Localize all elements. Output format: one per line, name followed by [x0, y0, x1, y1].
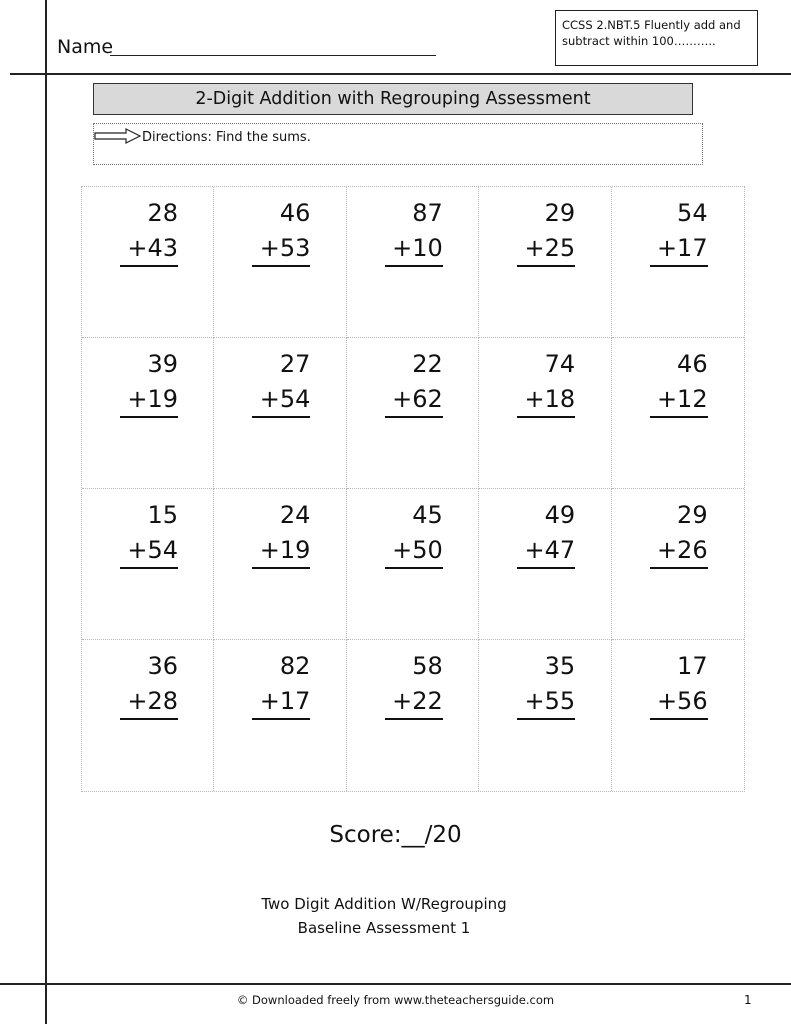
addend-top: 87 — [412, 199, 443, 227]
addend-bottom: +43 — [120, 231, 178, 267]
addend-bottom: +53 — [252, 231, 310, 267]
margin-line-vertical — [45, 0, 47, 1024]
problem-cell — [479, 640, 611, 791]
addend-bottom: +54 — [120, 533, 178, 569]
addend-top: 27 — [279, 350, 311, 378]
addend-bottom: +19 — [252, 533, 310, 569]
addend-top: 24 — [279, 501, 311, 529]
addend-bottom: +17 — [650, 231, 708, 267]
header-divider — [10, 73, 791, 75]
problem-cell — [612, 187, 744, 338]
problem-cell — [214, 338, 346, 489]
problem-cell — [347, 640, 479, 791]
problem-cell — [82, 187, 214, 338]
addend-bottom: +50 — [385, 533, 443, 569]
directions-text: Directions: Find the sums. — [142, 130, 311, 145]
problem-cell — [612, 640, 744, 791]
addend-top: 46 — [677, 350, 708, 378]
addend-top: 36 — [147, 652, 178, 680]
problem-cell — [214, 187, 346, 338]
arrow-right-icon — [94, 128, 142, 144]
addend-bottom: +12 — [650, 382, 708, 418]
addend-bottom: +54 — [252, 382, 310, 418]
problem-grid — [81, 186, 745, 792]
problem-cell — [347, 489, 479, 640]
name-label: Name — [57, 36, 114, 58]
directions-box — [93, 123, 703, 165]
problem-cell — [347, 338, 479, 489]
addend-bottom: +10 — [385, 231, 443, 267]
addend-top: 28 — [147, 199, 178, 227]
problem-cell — [82, 489, 214, 640]
addend-top: 15 — [147, 501, 178, 529]
addend-top: 46 — [279, 199, 311, 227]
addend-bottom: +55 — [517, 684, 575, 720]
addend-top: 45 — [412, 501, 443, 529]
subtitle-line-1: Two Digit Addition W/Regrouping — [261, 895, 507, 913]
subtitle-line-2: Baseline Assessment 1 — [297, 919, 471, 937]
addend-top: 17 — [677, 652, 708, 680]
addend-bottom: +62 — [385, 382, 443, 418]
problem-cell — [479, 489, 611, 640]
addend-top: 74 — [544, 350, 576, 378]
addend-bottom: +56 — [650, 684, 708, 720]
problem-cell — [82, 640, 214, 791]
addend-top: 49 — [544, 501, 576, 529]
problem-cell — [479, 338, 611, 489]
addend-top: 54 — [677, 199, 708, 227]
addend-top: 22 — [412, 350, 443, 378]
addend-top: 82 — [279, 652, 311, 680]
score-line: Score:__/20 — [329, 822, 462, 848]
problem-cell — [612, 489, 744, 640]
problem-cell — [214, 489, 346, 640]
addend-top: 58 — [412, 652, 443, 680]
addend-top: 29 — [677, 501, 708, 529]
addend-bottom: +28 — [120, 684, 178, 720]
page-number: 1 — [744, 993, 752, 1007]
page-title: 2-Digit Addition with Regrouping Assessment — [93, 83, 693, 115]
problem-cell — [214, 640, 346, 791]
credit-text: © Downloaded freely from www.theteachersguide.com — [236, 993, 555, 1007]
worksheet-subtitle — [0, 892, 768, 940]
addend-top: 35 — [544, 652, 576, 680]
addend-top: 29 — [544, 199, 576, 227]
addend-top: 39 — [147, 350, 178, 378]
addend-bottom: +25 — [517, 231, 575, 267]
addend-bottom: +18 — [517, 382, 575, 418]
addend-bottom: +19 — [120, 382, 178, 418]
problem-cell — [347, 187, 479, 338]
addend-bottom: +26 — [650, 533, 708, 569]
problem-cell — [479, 187, 611, 338]
name-line — [110, 55, 436, 56]
standard-box: CCSS 2.NBT.5 Fluently add and subtract within 100……….. — [555, 10, 758, 66]
problem-cell — [82, 338, 214, 489]
addend-bottom: +47 — [517, 533, 575, 569]
problem-cell — [612, 338, 744, 489]
addend-bottom: +22 — [385, 684, 443, 720]
footer-divider — [0, 983, 791, 985]
addend-bottom: +17 — [252, 684, 310, 720]
